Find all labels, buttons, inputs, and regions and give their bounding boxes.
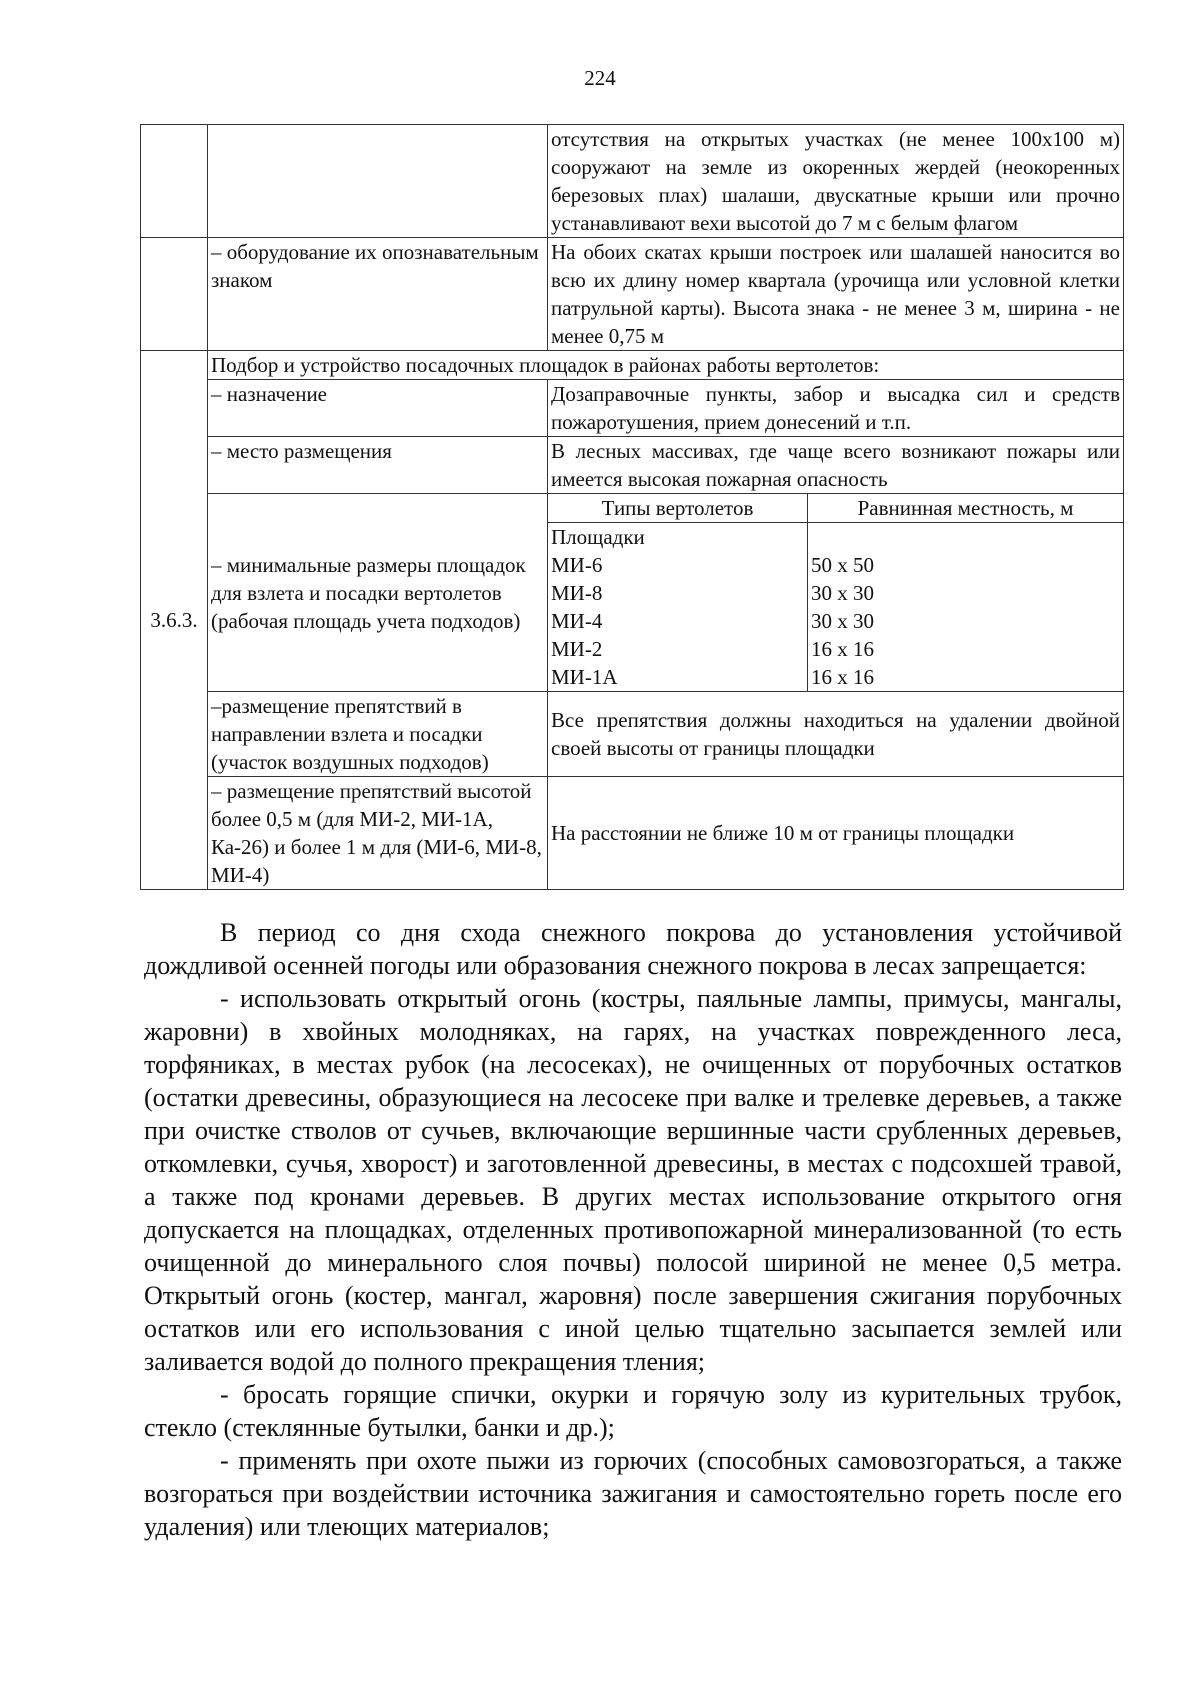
regulation-table [140, 124, 1124, 890]
parameter-cell: –размещение препятствий в направлении взлета и посадки (участок воздушных подходов) [208, 692, 548, 777]
parameter-cell: – место размещения [208, 437, 548, 494]
table-row [141, 692, 1124, 777]
helicopter-type: МИ-8 [548, 579, 808, 607]
parameter-cell: – оборудование их опознавательным знаком [208, 238, 548, 351]
helicopter-size: 50 x 50 [811, 553, 874, 577]
table-row [141, 125, 1124, 238]
table-row [141, 494, 1124, 692]
body-text [144, 916, 1122, 1543]
helicopter-row [548, 551, 1123, 579]
value-cell: отсутствия на открытых участках (не менее 100x100 м) сооружают на земле из окоренных жердей (неокоренных березовых плах) шалаши, двускатные крыши или прочно устанавливают вехи высотой до 7 м с белым флагом [548, 125, 1124, 238]
parameter-cell: – назначение [208, 380, 548, 437]
helicopter-size: 16 x 16 [811, 637, 874, 661]
section-number-cell-empty [141, 238, 208, 351]
helicopter-type: МИ-4 [548, 607, 808, 635]
parameter-cell: – размещение препятствий высотой более 0,5 м (для МИ-2, МИ-1А, Ка-26) и более 1 м для (МИ-6, МИ-8, МИ-4) [208, 777, 548, 890]
value-cell: Все препятствия должны находиться на удалении двойной своей высоты от границы площадки [548, 692, 1124, 777]
helicopter-type: МИ-6 [548, 551, 808, 579]
paragraph: - бросать горящие спички, окурки и горячую золу из курительных трубок, стекло (стеклянные бутылки, банки и др.); [144, 1380, 1122, 1442]
table-row [141, 238, 1124, 351]
value-cell: На расстоянии не ближе 10 м от границы площадки [548, 777, 1124, 890]
helicopter-row [548, 579, 1123, 607]
section-number-cell-empty [141, 125, 208, 238]
helicopter-row [548, 663, 1123, 691]
helicopter-size: 16 x 16 [811, 665, 874, 689]
value-cell: Дозаправочные пункты, забор и высадка сил и средств пожаротушения, прием донесений и т.п. [548, 380, 1124, 437]
helicopter-size: 30 x 30 [811, 581, 874, 605]
helicopter-type: МИ-1А [548, 663, 808, 691]
parameter-cell: – минимальные размеры площадок для взлета и посадки вертолетов (рабочая площадь учета подходов) [208, 494, 548, 692]
helicopter-row [548, 635, 1123, 663]
table-row [141, 437, 1124, 494]
helicopter-type: МИ-2 [548, 635, 808, 663]
value-cell: В лесных массивах, где чаще всего возникают пожары или имеется высокая пожарная опасность [548, 437, 1124, 494]
page-number: 224 [584, 66, 616, 90]
section-number: 3.6.3. [141, 351, 208, 890]
subheader: Площадки [548, 523, 808, 552]
value-cell: На обоих скатах крыши построек или шалашей наносится во всю их длину номер квартала (урочища или условной клетки патрульной карты). Высота знака - не менее 3 м, ширина - не менее 0,75 м [548, 238, 1124, 351]
helicopter-size: 30 x 30 [811, 609, 874, 633]
helicopter-sizes-table [548, 494, 1123, 691]
parameter-cell-empty [208, 125, 548, 238]
section-title: Подбор и устройство посадочных площадок в районах работы вертолетов: [208, 351, 1124, 380]
helicopter-subheader-row [548, 523, 1123, 552]
table-row [141, 351, 1124, 380]
helicopter-table-header [548, 494, 1123, 523]
paragraph: - применять при охоте пыжи из горючих (способных самовозгораться, а также возгораться при воздействии источника зажигания и самостоятельно гореть после его удаления) или тлеющих материалов; [144, 1446, 1122, 1541]
paragraph: - использовать открытый огонь (костры, паяльные лампы, примусы, мангалы, жаровни) в хвойных молодняках, на гарях, на участках поврежденного леса, торфяниках, в местах рубок (на лесосеках), не очищенных от порубочных остатков (остатки древесины, образующиеся на лесосеке при валке и трелевке деревьев, а также при очистке стволов от сучьев, включающие вершинные части срубленных деревьев, откомлевки, сучья, хворост) и заготовленной древесины, в местах с подсохшей травой, а также под кронами деревьев. В других местах использование открытого огня допускается на площадках, отделенных противопожарной минерализованной (то есть очищенной до минерального слоя почвы) полосой шириной не менее 0,5 метра. Открытый огонь (костер, мангал, жаровня) после завершения сжигания порубочных остатков или его использования с иной целью тщательно засыпается землей или заливается водой до полного прекращения тления; [144, 984, 1122, 1376]
helicopter-row [548, 607, 1123, 635]
header-size: Равнинная местность, м [808, 494, 1124, 523]
header-type: Типы вертолетов [548, 494, 808, 523]
helicopter-sizes-cell [548, 494, 1124, 692]
paragraph: В период со дня схода снежного покрова до установления устойчивой дождливой осенней погоды или образования снежного покрова в лесах запрещается: [144, 918, 1122, 980]
table-row [141, 777, 1124, 890]
table-row [141, 380, 1124, 437]
